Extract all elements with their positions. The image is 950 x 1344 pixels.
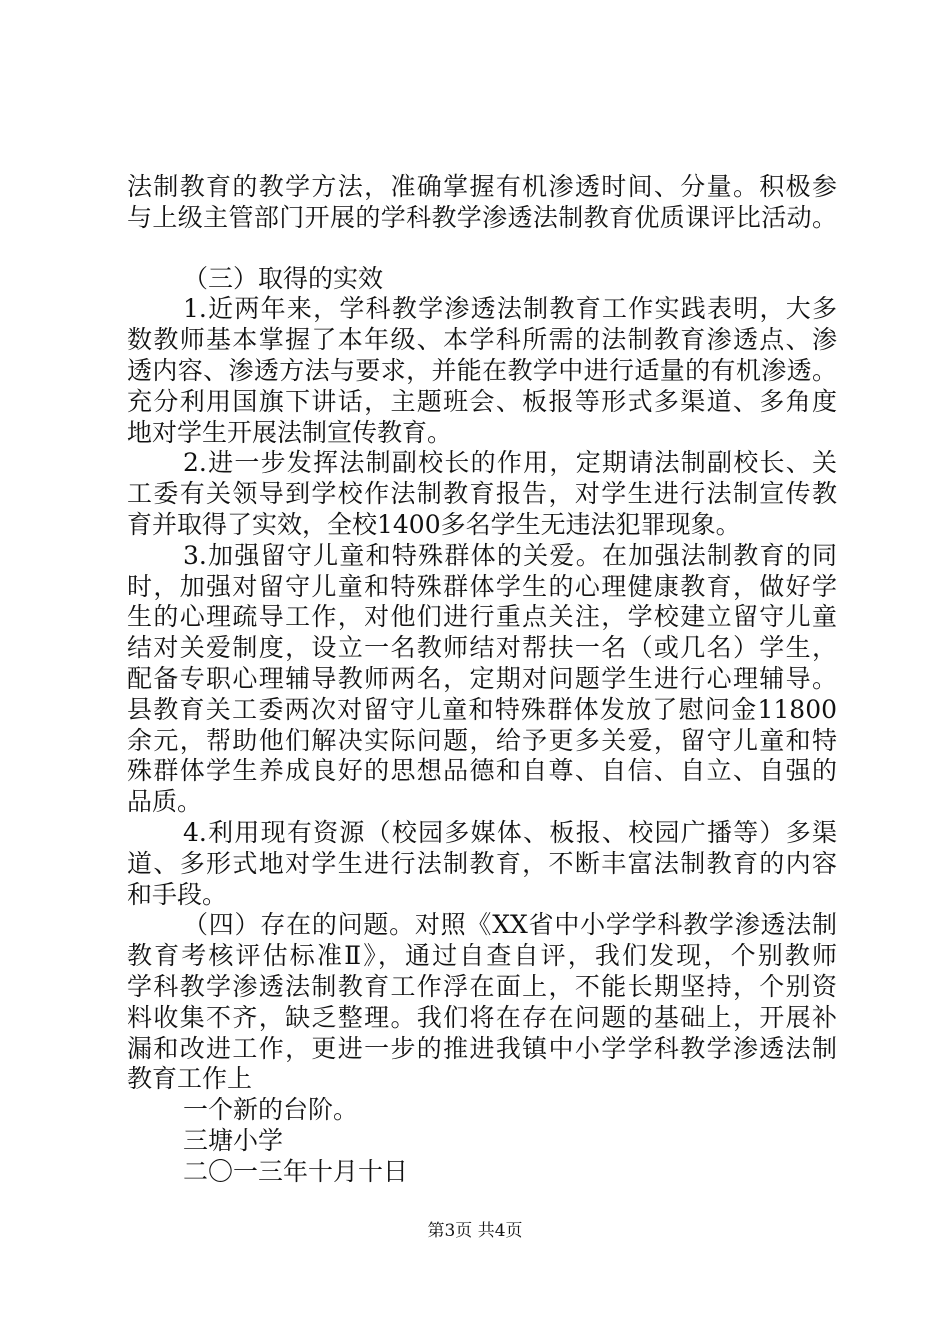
body-line: 育并取得了实效，全校1400多名学生无违法犯罪现象。: [127, 509, 741, 539]
body-line: 教育工作上: [127, 1064, 253, 1094]
body-line: 2.进一步发挥法制副校长的作用，定期请法制副校长、关: [183, 448, 837, 478]
body-line: 料收集不齐，缺乏整理。我们将在存在问题的基础上，开展补: [127, 1002, 837, 1032]
body-line: 品质。: [127, 787, 203, 817]
body-line: 3.加强留守儿童和特殊群体的关爱。在加强法制教育的同: [183, 540, 837, 570]
body-line: 4.利用现有资源（校园多媒体、板报、校园广播等）多渠: [183, 817, 837, 847]
body-line: 与上级主管部门开展的学科教学渗透法制教育优质课评比活动。: [127, 202, 837, 232]
body-line: 时，加强对留守儿童和特殊群体学生的心理健康教育，做好学: [127, 571, 837, 601]
body-line: 法制教育的教学方法，准确掌握有机渗透时间、分量。积极参: [127, 172, 837, 201]
body-line: 工委有关领导到学校作法制教育报告，对学生进行法制宣传教: [127, 479, 837, 509]
body-line: 生的心理疏导工作，对他们进行重点关注，学校建立留守儿童: [127, 602, 837, 632]
body-line: 配备专职心理辅导教师两名，定期对问题学生进行心理辅导。: [127, 663, 837, 693]
body-line: 殊群体学生养成良好的思想品德和自尊、自信、自立、自强的: [127, 756, 837, 786]
signature-date: 二〇一三年十月十日: [183, 1156, 409, 1186]
body-line: 和手段。: [127, 879, 228, 909]
section-heading-results: （三）取得的实效: [183, 263, 384, 293]
body-line: 一个新的台阶。: [183, 1095, 359, 1125]
body-line: 透内容、渗透方法与要求，并能在教学中进行适量的有机渗透。: [127, 355, 837, 385]
page-number: 第3页 共4页: [427, 1221, 523, 1241]
paragraph-gap: [127, 234, 837, 264]
section-heading-problems: （四）存在的问题。对照《XX省中小学学科教学渗透法制: [183, 910, 837, 940]
body-line: 县教育关工委两次对留守儿童和特殊群体发放了慰问金11800: [127, 694, 837, 724]
document-body: [127, 172, 837, 1188]
body-line: 结对关爱制度，设立一名教师结对帮扶一名（或几名）学生，: [127, 633, 837, 663]
body-line: 学科教学渗透法制教育工作浮在面上，不能长期坚持，个别资: [127, 971, 837, 1001]
body-line: 余元，帮助他们解决实际问题，给予更多关爱，留守儿童和特: [127, 725, 837, 755]
body-line: 充分利用国旗下讲话，主题班会、板报等形式多渠道、多角度: [127, 386, 837, 416]
body-line: 1.近两年来，学科教学渗透法制教育工作实践表明，大多: [183, 294, 837, 324]
body-line: 道、多形式地对学生进行法制教育，不断丰富法制教育的内容: [127, 848, 837, 878]
body-line: 教育考核评估标准Ⅱ》，通过自查自评，我们发现，个别教师: [127, 941, 837, 971]
body-line: 漏和改进工作，更进一步的推进我镇中小学学科教学渗透法制: [127, 1033, 837, 1063]
signature-school: 三塘小学: [183, 1125, 284, 1155]
body-line: 地对学生开展法制宣传教育。: [127, 417, 453, 447]
body-line: 数教师基本掌握了本年级、本学科所需的法制教育渗透点、渗: [127, 325, 837, 355]
